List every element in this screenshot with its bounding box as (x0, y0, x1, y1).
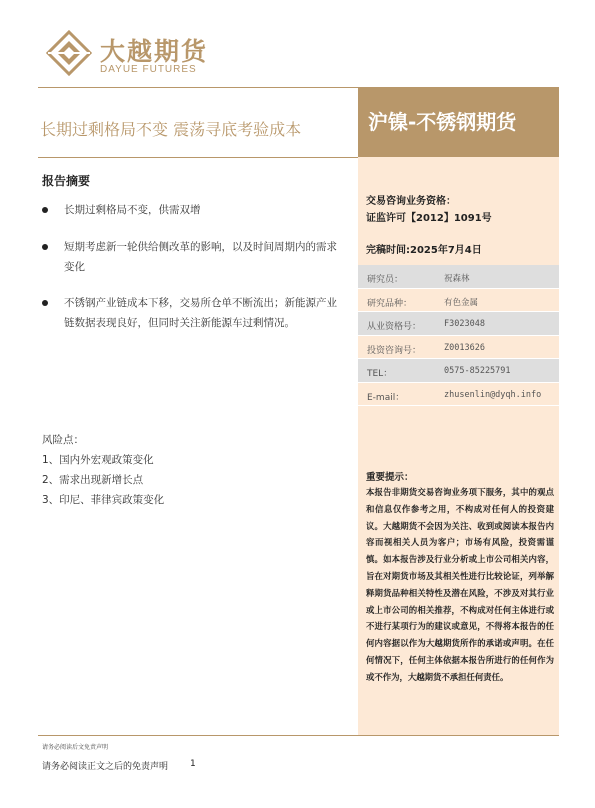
info-value: Z0013626 (444, 342, 485, 353)
analyst-info-table (358, 265, 559, 406)
info-key: 研究员： (367, 275, 404, 285)
summary-bullet (42, 237, 342, 277)
risk-section (42, 430, 164, 510)
info-key: TEL： (367, 369, 393, 379)
category-banner (358, 87, 559, 157)
notice-body: 本报告非期货交易咨询业务项下服务，其中的观点和信息仅作参考之用，不构成对任何人的投资建议。大越期货不会因为关注、收到或阅读本报告内容而视相关人员为客户；市场有风险，投资需谨慎。如本报告涉及行业分析或上市公司相关内容，旨在对期货市场及其相关性进行比较论证，列举解释期货品种相关特性及潜在风险，不涉及对其行业或上市公司的相关推荐，不构成对任何主体进行或不进行某项行为的建议或意见，不得将本报告的任何内容据以作为大越期货所作的承诺或声明。在任何情况下，任何主体依据本报告所进行的任何作为或不作为，大越期货不承担任何责任。 (366, 487, 554, 682)
info-key: E-mail： (367, 392, 405, 403)
info-row-tel (358, 359, 559, 383)
bullet-dot-icon (42, 244, 48, 250)
risk-title: 风险点： (42, 434, 84, 446)
category-title: 沪镍-不锈钢期货 (368, 110, 517, 134)
license-number: 证监许可【2012】1091号 (366, 213, 492, 224)
bullet-dot-icon (42, 207, 48, 213)
summary-bullet-text: 短期考虑新一轮供给侧改革的影响，以及时间周期内的需求变化 (64, 241, 337, 273)
summary-title: 报告摘要 (42, 174, 91, 188)
qualification-block (366, 193, 492, 227)
info-value: 有色金属 (444, 297, 479, 308)
sidebar-panel (358, 157, 559, 735)
footer-divider (38, 735, 559, 736)
logo-name-cn: 大越期货 (100, 37, 209, 66)
bullet-dot-icon (42, 300, 48, 306)
footer-small-note: 请务必阅读后文免责声明 (42, 744, 109, 751)
notice-title: 重要提示： (366, 472, 414, 483)
info-row-variety (358, 289, 559, 313)
summary-bullet-text: 长期过剩格局不变，供需双增 (64, 204, 201, 216)
brand-logo (46, 30, 216, 82)
qualification-label: 交易咨询业务资格： (366, 196, 456, 207)
info-value: 祝森林 (444, 274, 470, 284)
risk-item: 2、需求出现新增长点 (42, 474, 144, 486)
summary-bullet (42, 293, 342, 333)
footer-disclaimer: 请务必阅读正文之后的免责声明 (42, 762, 169, 772)
logo-mark-icon (46, 30, 92, 76)
logo-name-en: DAYUE FUTURES (100, 64, 197, 75)
info-value: 0575-85225791 (444, 366, 511, 376)
email-link[interactable]: zhusenlin@dyqh.info (444, 389, 542, 400)
summary-bullet (42, 200, 342, 220)
info-row-researcher (358, 265, 559, 289)
info-row-email (358, 383, 559, 407)
completion-date: 完稿时间:2025年7月4日 (366, 245, 482, 256)
info-key: 投资咨询号： (367, 345, 422, 356)
info-row-qualification (358, 312, 559, 336)
summary-bullet-text: 不锈钢产业链成本下移，交易所仓单不断流出；新能源产业链数据表现良好，但同时关注新能源车过剩情况。 (64, 297, 337, 329)
info-value: F3023048 (444, 319, 485, 329)
info-key: 从业资格号： (367, 322, 422, 332)
page-number: 1 (190, 759, 196, 769)
risk-item: 3、印尼、菲律宾政策变化 (42, 494, 165, 506)
info-row-consult (358, 336, 559, 360)
report-headline: 长期过剩格局不变 震荡寻底考验成本 (40, 120, 302, 139)
risk-item: 1、国内外宏观政策变化 (42, 454, 154, 466)
info-key: 研究品种： (367, 298, 413, 309)
